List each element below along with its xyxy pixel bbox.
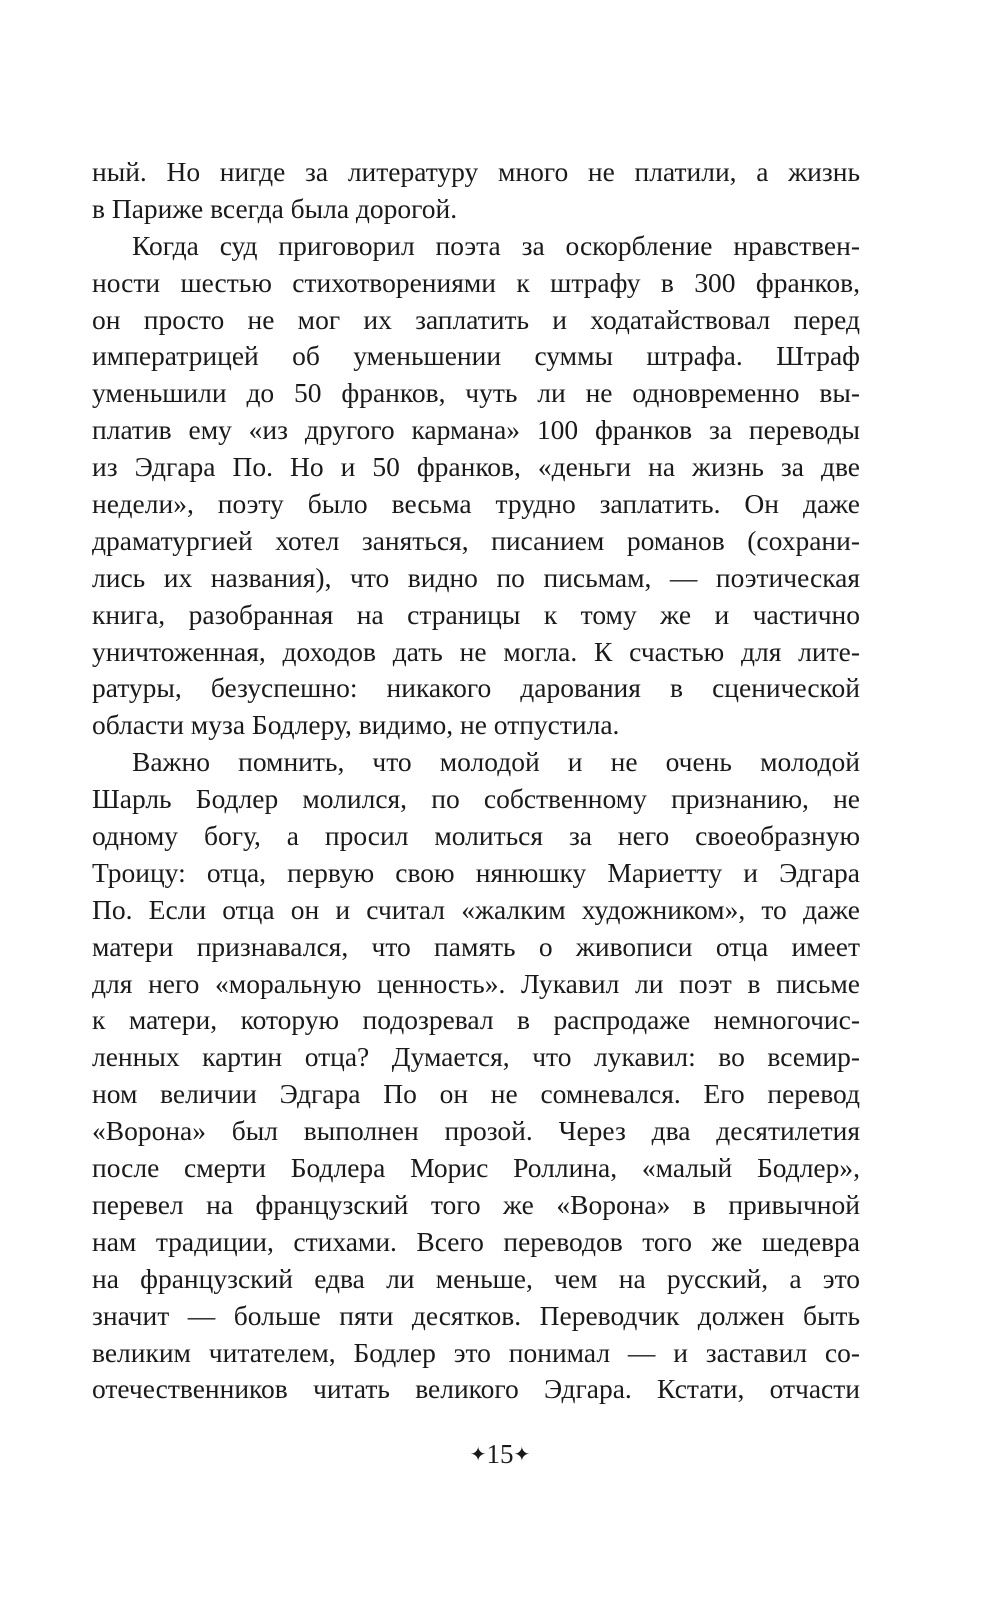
text-line: лись их названия), что видно по письмам, — поэтическая <box>92 561 860 593</box>
text-line: для него «моральную ценность». Лукавил ли поэт в письме <box>92 967 860 999</box>
text-line: значит — больше пяти десятков. Переводчик должен быть <box>92 1299 860 1331</box>
text-line: он просто не мог их заплатить и ходатайствовал перед <box>92 303 860 335</box>
text-line: ный. Но нигде за литературу много не платили, а жизнь <box>92 156 860 187</box>
left-ornament-icon: ✦ <box>469 1444 487 1466</box>
text-line: ности шестью стихотворениями к штрафу в 300 франков, <box>92 266 860 298</box>
text-line: к матери, которую подозревал в распродаже немногочис- <box>92 1004 860 1036</box>
page-number <box>0 1438 1000 1471</box>
text-line: книга, разобранная на страницы к тому же и частично <box>92 598 860 630</box>
body-text <box>92 154 860 1408</box>
text-line: ленных картин отца? Думается, что лукавил: во всемир- <box>92 1041 860 1073</box>
text-line: из Эдгара По. Но и 50 франков, «деньги на жизнь за две <box>92 451 860 483</box>
text-line: ратуры, безуспешно: никакого дарования в сценической <box>92 672 860 704</box>
text-line: Троицу: отца, первую свою нянюшку Мариетту и Эдгара <box>92 856 860 888</box>
page-number-value: 15 <box>486 1439 514 1469</box>
text-line: Важно помнить, что молодой и не очень молодой <box>132 746 860 778</box>
text-line: недели», поэту было весьма трудно заплатить. Он даже <box>92 488 860 520</box>
text-line: матери признавался, что память о живописи отца имеет <box>92 930 860 962</box>
text-line: «Ворона» был выполнен прозой. Через два десятилетия <box>92 1115 860 1147</box>
text-line: Шарль Бодлер молился, по собственному признанию, не <box>92 783 860 815</box>
text-line: после смерти Бодлера Морис Роллина, «малый Бодлер», <box>92 1152 860 1184</box>
text-line: одному богу, а просил молиться за него своеобразную <box>92 820 860 852</box>
text-line: великим читателем, Бодлер это понимал — и заставил со- <box>92 1336 860 1368</box>
text-line: нам традиции, стихами. Всего переводов того же шедевра <box>92 1225 860 1257</box>
text-line: Когда суд приговорил поэта за оскорбление нравствен- <box>132 229 860 261</box>
text-line: императрицей об уменьшении суммы штрафа. Штраф <box>92 340 860 372</box>
text-line: уменьшили до 50 франков, чуть ли не одновременно вы- <box>92 377 860 409</box>
text-line: области муза Бодлеру, видимо, не отпустила. <box>92 709 620 741</box>
text-line: драматургией хотел заняться, писанием романов (сохрани- <box>92 524 860 556</box>
text-line: платив ему «из другого кармана» 100 франков за переводы <box>92 414 860 446</box>
text-line: ном величии Эдгара По он не сомневался. Его перевод <box>92 1078 860 1110</box>
text-line: отечественников читать великого Эдгара. Кстати, отчасти <box>92 1373 860 1405</box>
text-line: в Париже всегда была дорогой. <box>92 192 458 224</box>
right-ornament-icon: ✦ <box>513 1444 531 1466</box>
text-line: на французский едва ли меньше, чем на русский, а это <box>92 1262 860 1294</box>
text-line: перевел на французский того же «Ворона» в привычной <box>92 1188 860 1220</box>
text-line: По. Если отца он и считал «жалким художником», то даже <box>92 893 860 925</box>
text-line: уничтоженная, доходов дать не могла. К счастью для лите- <box>92 635 860 667</box>
